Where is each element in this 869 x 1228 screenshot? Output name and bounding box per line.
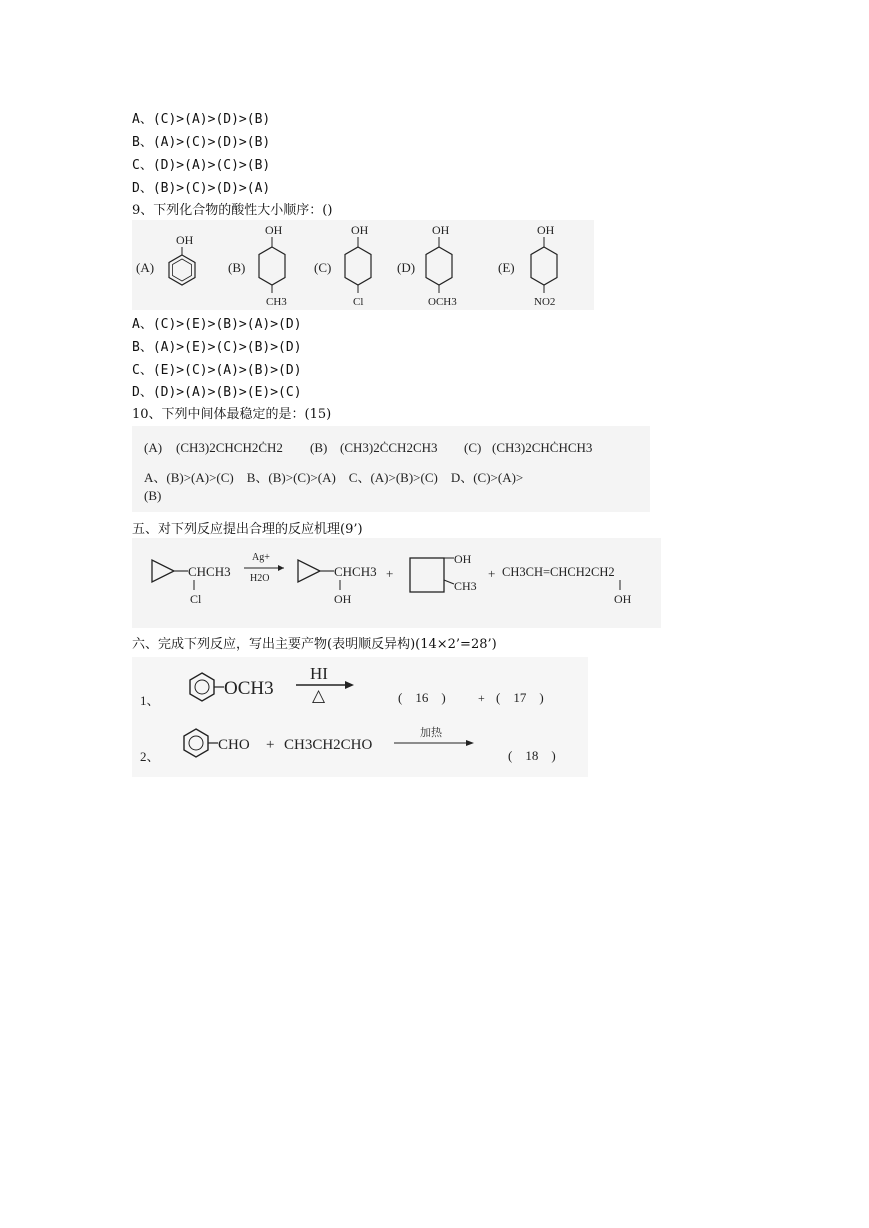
- s5-product1-sub: OH: [334, 592, 352, 606]
- q10-title: 10、下列中间体最稳定的是：(15): [132, 407, 332, 422]
- q9-structures: [132, 220, 594, 310]
- section5-title: 五、对下列反应提出合理的反应机理(9’): [132, 522, 363, 537]
- q10-label-a: (A): [144, 440, 163, 455]
- benzene-ring-icon: [345, 247, 371, 285]
- section6-title: 六、完成下列反应，写出主要产物(表明顺反异构)(14×2’=28’): [132, 637, 497, 652]
- cyclopropane-icon: [152, 560, 174, 582]
- s6-r2-reactant2: CH3CH2CHO: [284, 737, 373, 753]
- q9-top-d: OH: [432, 223, 450, 237]
- s6-r1-cond: △: [312, 686, 326, 705]
- q10-formula-c: (CH3)2CHĊHCH3: [492, 440, 593, 455]
- s6-r1-plus: +: [478, 691, 485, 705]
- benzene-ring-icon: [190, 673, 214, 701]
- s5-plus-1: +: [386, 566, 394, 581]
- q9-bottom-e: NO2: [534, 296, 556, 308]
- q10-options-cont: (B): [144, 488, 162, 503]
- q8-option-d: D、(B)>(C)>(D)>(A): [132, 181, 271, 196]
- s6-blank-17: ( 17 ): [496, 690, 544, 705]
- q9-label-c: (C): [314, 260, 332, 275]
- s6-r1-num: 1、: [140, 693, 160, 708]
- q9-bottom-b: CH3: [266, 296, 287, 308]
- s6-r2-group: CHO: [218, 737, 250, 753]
- q9-label-b: (B): [228, 260, 246, 275]
- q9-option-c: C、(E)>(C)>(A)>(B)>(D): [132, 363, 302, 378]
- section5-reaction: [132, 538, 661, 628]
- q9-label-a: (A): [136, 260, 155, 275]
- q10-label-c: (C): [464, 440, 482, 455]
- q9-bottom-d: OCH3: [428, 296, 457, 308]
- s5-reactant-sub: Cl: [190, 592, 202, 606]
- section6-reactions-image: [132, 657, 588, 777]
- q9-option-a: A、(C)>(E)>(B)>(A)>(D): [132, 317, 302, 332]
- s6-r2-cond: 加热: [420, 726, 442, 739]
- q9-label-d: (D): [397, 260, 416, 275]
- q8-option-c: C、(D)>(A)>(C)>(B): [132, 158, 271, 173]
- s5-product3-sub: OH: [614, 592, 632, 606]
- q8-option-a: A、(C)>(A)>(D)>(B): [132, 112, 271, 127]
- s6-r1-group: OCH3: [224, 678, 274, 699]
- s5-product2-ch3: CH3: [454, 579, 477, 593]
- q9-top-b: OH: [265, 223, 283, 237]
- q9-label-e: (E): [498, 260, 515, 275]
- s6-blank-18: ( 18 ): [508, 748, 556, 763]
- q9-top-e: OH: [537, 223, 555, 237]
- section5-reaction-image: [132, 538, 661, 628]
- s5-plus-2: +: [488, 566, 496, 581]
- s5-reagent-top: Ag+: [252, 552, 270, 563]
- q10-intermediates-image: [132, 426, 650, 512]
- q9-option-d: D、(D)>(A)>(B)>(E)>(C): [132, 385, 302, 400]
- cyclopropane-icon: [298, 560, 320, 582]
- s5-product3: CH3CH=CHCH2CH2: [502, 565, 615, 579]
- q10-intermediates: [132, 426, 650, 512]
- q10-options: A、(B)>(A)>(C) B、(B)>(C)>(A) C、(A)>(B)>(C) D、(C)>(A)>: [144, 470, 524, 485]
- s6-r2-plus: +: [266, 737, 275, 753]
- s5-reactant-group: CHCH3: [188, 564, 231, 579]
- s5-product2-oh: OH: [454, 552, 472, 566]
- q9-bottom-c: Cl: [353, 296, 364, 308]
- benzene-ring-icon: [259, 247, 285, 285]
- section6-reactions: [132, 657, 588, 777]
- s6-r1-reagent: HI: [310, 664, 328, 683]
- benzene-ring-icon: [184, 729, 208, 757]
- q9-top-c: OH: [351, 223, 369, 237]
- q9-structures-image: [132, 220, 594, 310]
- q9-title: 9、下列化合物的酸性大小顺序：(): [132, 203, 333, 218]
- q8-option-b: B、(A)>(C)>(D)>(B): [132, 135, 271, 150]
- q10-label-b: (B): [310, 440, 328, 455]
- s6-blank-16: ( 16 ): [398, 690, 446, 705]
- q9-top-a: OH: [176, 233, 194, 247]
- cyclobutane-icon: [410, 558, 444, 592]
- q9-option-b: B、(A)>(E)>(C)>(B)>(D): [132, 340, 302, 355]
- s6-r2-num: 2、: [140, 749, 160, 764]
- benzene-ring-icon: [531, 247, 557, 285]
- s5-product1-group: CHCH3: [334, 564, 377, 579]
- q10-formula-a: (CH3)2CHCH2ĊH2: [176, 440, 283, 455]
- s5-reagent-bottom: H2O: [250, 573, 270, 584]
- q10-formula-b: (CH3)2ĊCH2CH3: [340, 440, 438, 455]
- benzene-ring-icon: [426, 247, 452, 285]
